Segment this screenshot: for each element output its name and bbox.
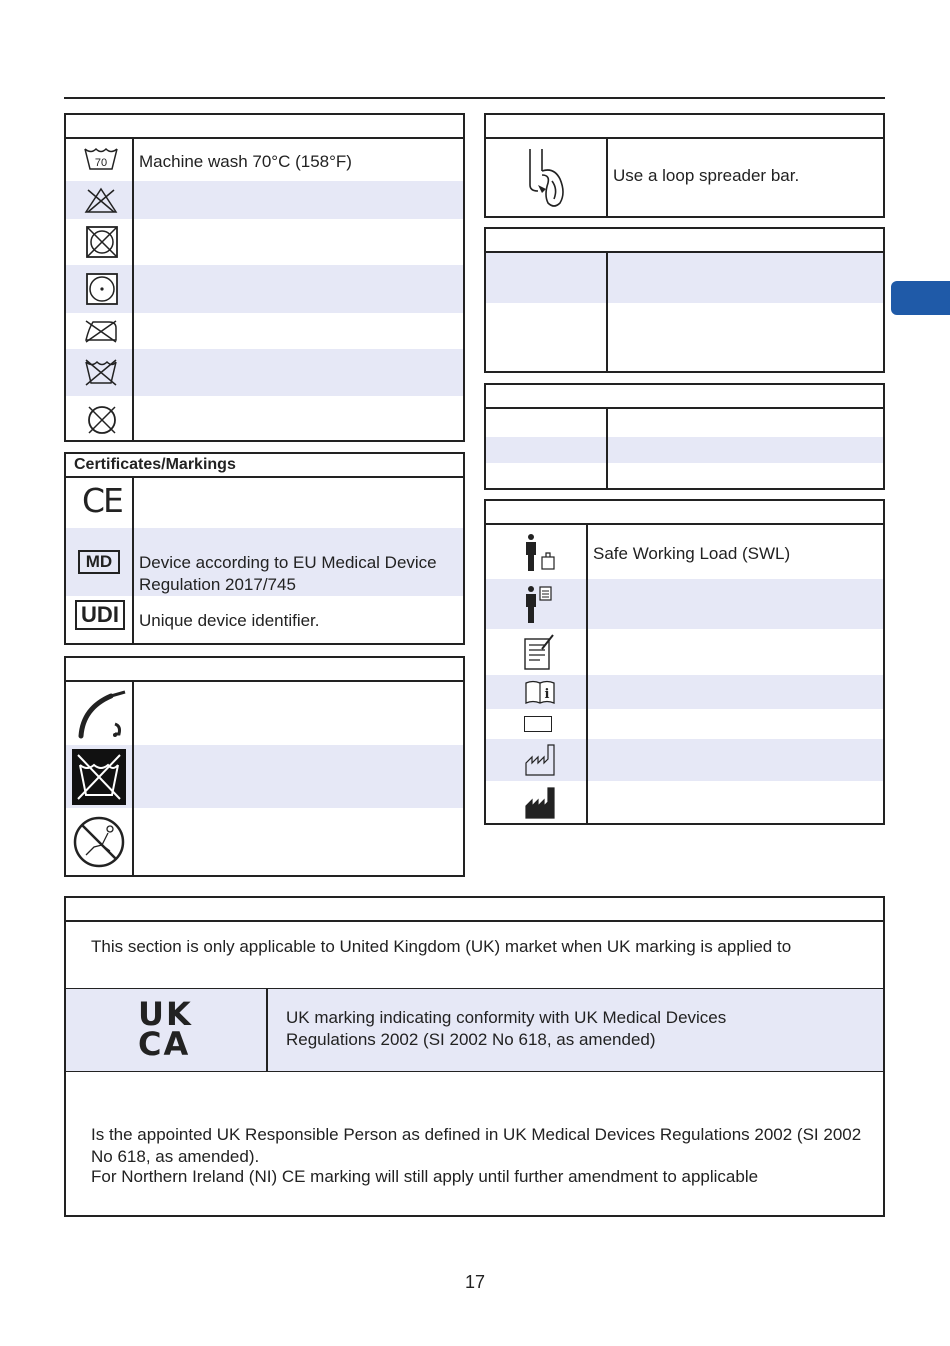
wash-70-icon — [82, 145, 120, 173]
uk-responsible-text: Is the appointed UK Responsible Person as defined in UK Medical Devices Regulations 2002 (SI 2002 No 618, as amended). — [91, 1125, 862, 1166]
ce-mark-icon: CE — [82, 481, 122, 520]
misc-symbols-table — [64, 656, 465, 877]
table-row — [66, 988, 883, 1072]
certificates-table — [64, 452, 465, 645]
column-divider — [132, 478, 134, 643]
table-row — [486, 409, 883, 437]
table-row — [66, 596, 463, 643]
spreader-bar-text: Use a loop spreader bar. — [613, 166, 800, 185]
do-not-iron-icon — [83, 318, 119, 344]
table-row — [486, 709, 883, 739]
ukca-mark-icon — [138, 995, 202, 1063]
consult-instructions-icon — [524, 679, 556, 705]
spreader-bar-hook-icon — [75, 688, 131, 742]
do-not-dry-clean-icon — [85, 403, 119, 437]
page-number: 17 — [464, 1272, 486, 1292]
blank-box-icon — [524, 716, 552, 732]
uk-intro-text: This section is only applicable to United Kingdom (UK) market when UK marking is applied to — [91, 937, 792, 956]
column-divider — [606, 253, 608, 371]
table-row — [486, 137, 883, 216]
table-row — [66, 528, 463, 596]
ukca-top: UK — [138, 995, 193, 1033]
table-row — [66, 476, 463, 528]
table-row — [66, 682, 463, 745]
date-of-manufacture-icon — [524, 743, 556, 777]
swl-text: Safe Working Load (SWL) — [593, 544, 791, 563]
column-divider — [132, 139, 134, 440]
care-symbols-table — [64, 113, 465, 442]
do-not-bleach-icon — [84, 186, 118, 214]
tumble-dry-low-icon — [85, 272, 119, 306]
loop-spreader-bar-icon — [524, 145, 576, 211]
spreader-bar-table — [484, 113, 885, 218]
column-divider — [606, 139, 608, 216]
table-row — [486, 739, 883, 781]
table-row — [486, 675, 883, 709]
table-row — [486, 629, 883, 675]
table-row — [66, 265, 463, 313]
table-row — [66, 137, 463, 181]
table-row — [66, 1070, 883, 1215]
ukca-description: UK marking indicating conformity with UK Medical Devices Regulations 2002 (SI 2002 No 618, as amended) — [286, 1008, 727, 1049]
do-not-wash-inverted-icon — [72, 749, 126, 805]
table-row — [66, 396, 463, 442]
md-description: Device according to EU Medical Device Regulation 2017/745 — [139, 553, 437, 594]
md-mark-icon: MD — [78, 550, 120, 574]
table-row — [486, 525, 883, 579]
uk-section-header — [66, 898, 883, 922]
ni-ce-text: For Northern Ireland (NI) CE marking will still apply until further amendment to applicable — [91, 1167, 759, 1186]
chapter-tab — [891, 281, 950, 315]
misc-table-header — [66, 658, 463, 682]
spreader-table-header — [486, 115, 883, 139]
table-row — [66, 349, 463, 396]
label-symbols-table — [484, 499, 885, 825]
table-row — [66, 219, 463, 265]
right-table-2-header — [486, 229, 883, 253]
column-divider — [586, 525, 588, 823]
table-row — [66, 313, 463, 349]
udi-description: Unique device identifier. — [139, 611, 320, 630]
wash-temp-label: 70 — [94, 157, 108, 169]
right-table-3 — [484, 383, 885, 490]
table-row — [66, 181, 463, 219]
table-row — [66, 745, 463, 808]
record-icon — [522, 633, 556, 671]
table-row — [486, 437, 883, 463]
ukca-bottom: CA — [138, 1025, 191, 1063]
table-row — [66, 922, 883, 988]
table-row — [486, 463, 883, 488]
column-divider — [606, 409, 608, 488]
top-rule — [64, 97, 885, 99]
uk-section-table — [64, 896, 885, 1217]
table-row — [486, 579, 883, 629]
patient-info-icon — [522, 585, 556, 625]
do-not-stand-on-icon — [72, 815, 126, 869]
svg-text:i: i — [544, 687, 550, 702]
column-divider — [132, 682, 134, 875]
right-table-3-header — [486, 385, 883, 409]
table-row — [486, 303, 883, 371]
label-table-header — [486, 501, 883, 525]
do-not-wash-icon — [83, 357, 119, 387]
table-row — [486, 781, 883, 823]
wash-instruction-text: Machine wash 70°C (158°F) — [139, 152, 352, 171]
care-table-header — [66, 115, 463, 139]
certificates-header: Certificates/Markings — [66, 454, 463, 478]
table-row — [486, 253, 883, 303]
udi-mark-icon: UDI — [75, 600, 125, 630]
column-divider — [266, 989, 268, 1071]
table-row — [66, 808, 463, 875]
right-table-2 — [484, 227, 885, 373]
safe-working-load-icon — [522, 533, 558, 573]
manufacturer-icon — [524, 786, 556, 820]
do-not-tumble-dry-icon — [85, 225, 119, 259]
